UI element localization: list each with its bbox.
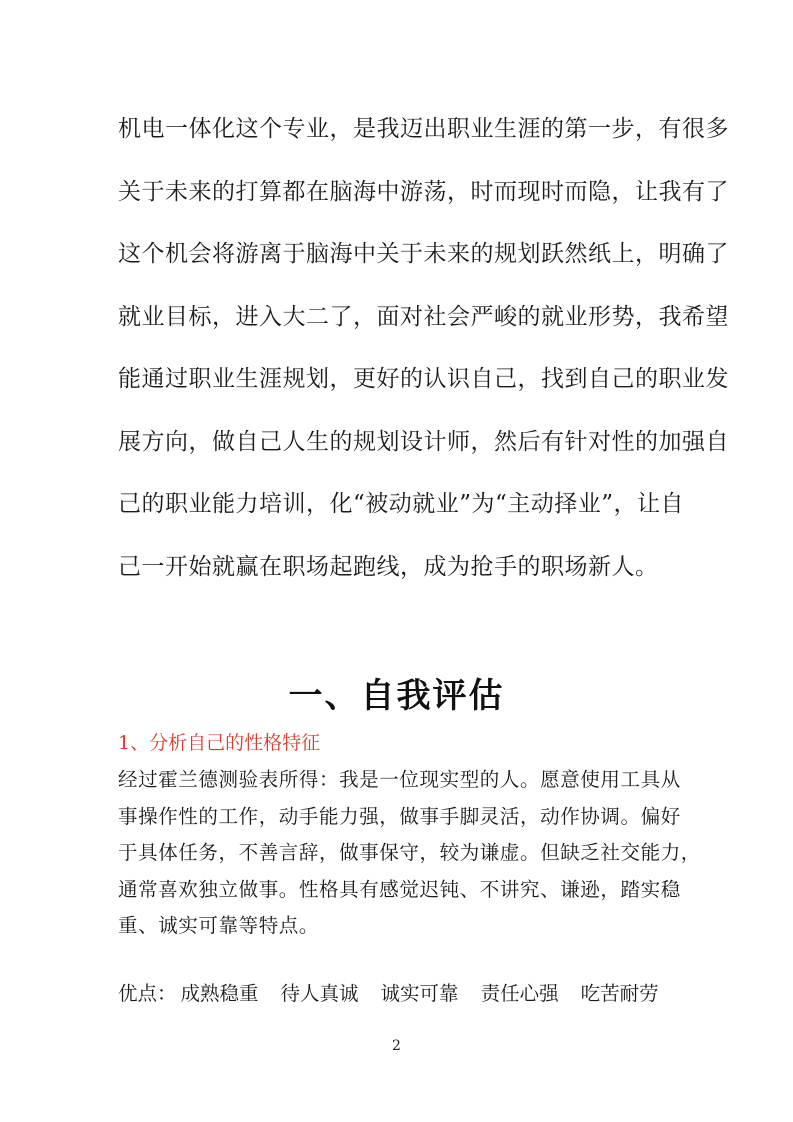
strength-item: 责任心强 xyxy=(480,982,559,1005)
intro-paragraph xyxy=(118,110,729,610)
strength-item: 成熟稳重 xyxy=(180,982,259,1005)
intro-line: 己的职业能力培训，化“被动就业”为“主动择业”，让自 xyxy=(118,491,685,517)
intro-line: 机电一体化这个专业，是我迈出职业生涯的第一步，有很多 xyxy=(118,116,729,142)
personality-paragraph xyxy=(118,766,701,949)
strength-item: 吃苦耐劳 xyxy=(580,982,659,1005)
paragraph-line: 重、诚实可靠等特点。 xyxy=(118,914,320,937)
intro-line: 关于未来的打算都在脑海中游荡，时而现时而隐，让我有了 xyxy=(118,178,729,205)
paragraph-line: 通常喜欢独立做事。性格具有感觉迟钝、不讲究、谦逊，踏实稳 xyxy=(118,877,681,901)
section-heading: 一、自我评估 xyxy=(288,676,505,716)
intro-line: 就业目标，进入大二了，面对社会严峻的就业形势，我希望 xyxy=(118,303,729,330)
page-number: 2 xyxy=(392,1038,401,1054)
paragraph-line: 于具体任务，不善言辞，做事保守，较为谦虚。但缺乏社交能力， xyxy=(118,841,701,864)
strengths-label: 优点： xyxy=(118,982,177,1005)
intro-line: 能通过职业生涯规划，更好的认识自己，找到自己的职业发 xyxy=(118,366,729,392)
strength-item: 诚实可靠 xyxy=(380,982,459,1005)
strength-item: 待人真诚 xyxy=(280,982,359,1005)
paragraph-line: 经过霍兰德测验表所得：我是一位现实型的人。愿意使用工具从 xyxy=(118,768,681,791)
intro-line: 展方向，做自己人生的规划设计师，然后有针对性的加强自 xyxy=(118,428,729,455)
intro-line: 这个机会将游离于脑海中关于未来的规划跃然纸上，明确了 xyxy=(118,241,729,267)
strengths-line xyxy=(118,978,681,1006)
paragraph-line: 事操作性的工作，动手能力强，做事手脚灵活，动作协调。偏好 xyxy=(118,804,681,828)
intro-line: 己一开始就赢在职场起跑线，成为抢手的职场新人。 xyxy=(118,553,659,580)
section-subheading: 1、分析自己的性格特征 xyxy=(118,732,321,754)
